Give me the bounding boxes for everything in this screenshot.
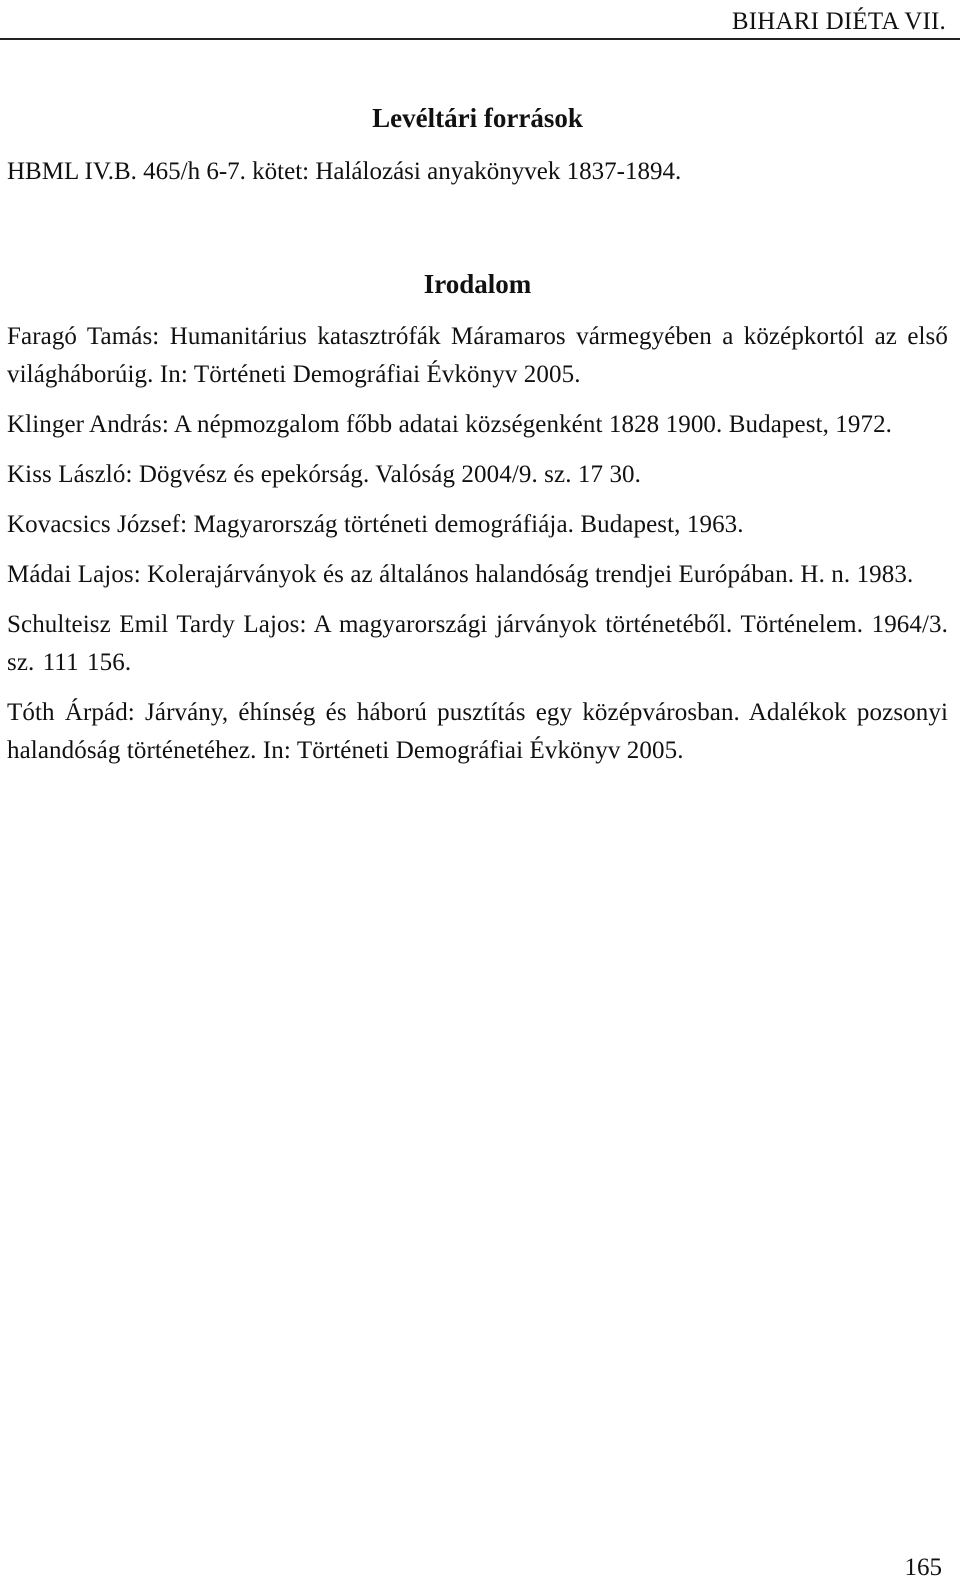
page-content xyxy=(7,100,948,782)
running-head: BIHARI DIÉTA VII. xyxy=(731,8,946,35)
bibliography-entry: Faragó Tamás: Humanitárius katasztrófák Máramaros vármegyében a középkortól az első világháborúig. In: Történeti Demográfiai Évkönyv 2005. xyxy=(7,323,948,388)
bibliography-entry: Mádai Lajos: Kolerajárványok és az általános halandóság trendjei Európában. H. n. 1983. xyxy=(7,561,914,588)
page-number: 165 xyxy=(904,1554,942,1581)
literature-heading: Irodalom xyxy=(423,269,532,299)
archives-heading: Levéltári források xyxy=(372,103,583,133)
bibliography-entry: Schulteisz Emil Tardy Lajos: A magyarországi járványok történetéből. Történelem. 1964/3. sz. 111 156. xyxy=(7,611,948,676)
bibliography-entry: Tóth Árpád: Járvány, éhínség és háború pusztítás egy középvárosban. Adalékok pozsonyi halandóság történetéhez. In: Történeti Demográfiai Évkönyv 2005. xyxy=(7,699,948,764)
bibliography-entry: Kovacsics József: Magyarország történeti demográfiája. Budapest, 1963. xyxy=(7,511,744,538)
header-rule xyxy=(0,38,960,40)
bibliography-entry: Klinger András: A népmozgalom főbb adatai községenként 1828 1900. Budapest, 1972. xyxy=(7,411,893,438)
archive-entry: HBML IV.B. 465/h 6-7. kötet: Halálozási anyakönyvek 1837-1894. xyxy=(7,158,682,185)
bibliography-entry: Kiss László: Dögvész és epekórság. Valóság 2004/9. sz. 17 30. xyxy=(7,461,642,488)
